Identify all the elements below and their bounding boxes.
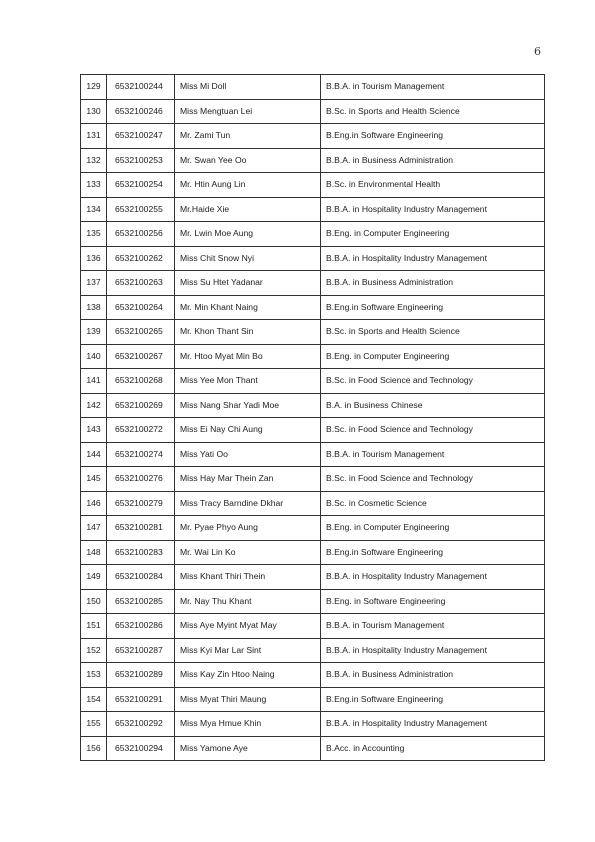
program-cell: B.B.A. in Business Administration: [321, 663, 545, 688]
student-name-cell: Miss Mya Hmue Khin: [175, 712, 321, 737]
row-number-cell: 155: [81, 712, 107, 737]
student-name-cell: Miss Hay Mar Thein Zan: [175, 467, 321, 492]
row-number-cell: 138: [81, 295, 107, 320]
table-row: [81, 491, 545, 516]
program-cell: B.Eng.in Software Engineering: [321, 687, 545, 712]
student-id-cell: 6532100284: [107, 565, 175, 590]
row-number-cell: 154: [81, 687, 107, 712]
table-row: [81, 99, 545, 124]
table-row: [81, 124, 545, 149]
row-number-cell: 139: [81, 320, 107, 345]
table-row: [81, 418, 545, 443]
table-row: [81, 344, 545, 369]
student-id-cell: 6532100264: [107, 295, 175, 320]
student-name-cell: Mr. Zami Tun: [175, 124, 321, 149]
student-name-cell: Mr. Htoo Myat Min Bo: [175, 344, 321, 369]
row-number-cell: 131: [81, 124, 107, 149]
program-cell: B.Sc. in Food Science and Technology: [321, 467, 545, 492]
program-cell: B.Eng. in Computer Engineering: [321, 516, 545, 541]
student-id-cell: 6532100281: [107, 516, 175, 541]
page-number: 6: [534, 45, 541, 58]
row-number-cell: 147: [81, 516, 107, 541]
student-name-cell: Miss Chit Snow Nyi: [175, 246, 321, 271]
student-name-cell: Mr. Htin Aung Lin: [175, 173, 321, 198]
row-number-cell: 150: [81, 589, 107, 614]
row-number-cell: 134: [81, 197, 107, 222]
program-cell: B.Sc. in Sports and Health Science: [321, 99, 545, 124]
row-number-cell: 142: [81, 393, 107, 418]
student-name-cell: Mr. Khon Thant Sin: [175, 320, 321, 345]
row-number-cell: 136: [81, 246, 107, 271]
program-cell: B.B.A. in Business Administration: [321, 271, 545, 296]
student-name-cell: Mr. Pyae Phyo Aung: [175, 516, 321, 541]
student-id-cell: 6532100262: [107, 246, 175, 271]
table-row: [81, 320, 545, 345]
student-id-cell: 6532100268: [107, 369, 175, 394]
row-number-cell: 144: [81, 442, 107, 467]
row-number-cell: 130: [81, 99, 107, 124]
table-row: [81, 148, 545, 173]
table-row: [81, 75, 545, 100]
student-name-cell: Miss Mengtuan Lei: [175, 99, 321, 124]
program-cell: B.B.A. in Tourism Management: [321, 442, 545, 467]
student-id-cell: 6532100279: [107, 491, 175, 516]
table-row: [81, 565, 545, 590]
program-cell: B.B.A. in Tourism Management: [321, 614, 545, 639]
student-name-cell: Miss Ei Nay Chi Aung: [175, 418, 321, 443]
row-number-cell: 143: [81, 418, 107, 443]
table-row: [81, 614, 545, 639]
student-id-cell: 6532100287: [107, 638, 175, 663]
table-row: [81, 246, 545, 271]
student-id-cell: 6532100289: [107, 663, 175, 688]
table-row: [81, 589, 545, 614]
student-id-cell: 6532100244: [107, 75, 175, 100]
student-name-cell: Miss Kyi Mar Lar Sint: [175, 638, 321, 663]
student-name-cell: Miss Su Htet Yadanar: [175, 271, 321, 296]
student-id-cell: 6532100283: [107, 540, 175, 565]
student-table: [80, 74, 545, 761]
student-id-cell: 6532100256: [107, 222, 175, 247]
table-row: [81, 222, 545, 247]
student-id-cell: 6532100254: [107, 173, 175, 198]
program-cell: B.Sc. in Sports and Health Science: [321, 320, 545, 345]
student-id-cell: 6532100265: [107, 320, 175, 345]
student-id-cell: 6532100267: [107, 344, 175, 369]
table-row: [81, 393, 545, 418]
student-name-cell: Mr. Swan Yee Oo: [175, 148, 321, 173]
program-cell: B.Eng. in Computer Engineering: [321, 222, 545, 247]
program-cell: B.Acc. in Accounting: [321, 736, 545, 761]
student-name-cell: Mr. Lwin Moe Aung: [175, 222, 321, 247]
row-number-cell: 156: [81, 736, 107, 761]
student-name-cell: Miss Myat Thiri Maung: [175, 687, 321, 712]
table-row: [81, 540, 545, 565]
student-name-cell: Miss Mi Doll: [175, 75, 321, 100]
program-cell: B.B.A. in Business Administration: [321, 148, 545, 173]
program-cell: B.B.A. in Hospitality Industry Management: [321, 197, 545, 222]
table-row: [81, 467, 545, 492]
program-cell: B.Sc. in Food Science and Technology: [321, 418, 545, 443]
program-cell: B.B.A. in Hospitality Industry Management: [321, 638, 545, 663]
student-name-cell: Mr. Min Khant Naing: [175, 295, 321, 320]
table-row: [81, 687, 545, 712]
student-name-cell: Mr. Nay Thu Khant: [175, 589, 321, 614]
student-name-cell: Miss Nang Shar Yadi Moe: [175, 393, 321, 418]
program-cell: B.Sc. in Environmental Health: [321, 173, 545, 198]
program-cell: B.Sc. in Cosmetic Science: [321, 491, 545, 516]
row-number-cell: 146: [81, 491, 107, 516]
program-cell: B.Eng.in Software Engineering: [321, 540, 545, 565]
student-name-cell: Miss Yamone Aye: [175, 736, 321, 761]
row-number-cell: 149: [81, 565, 107, 590]
program-cell: B.Eng. in Computer Engineering: [321, 344, 545, 369]
row-number-cell: 151: [81, 614, 107, 639]
student-name-cell: Miss Tracy Barndine Dkhar: [175, 491, 321, 516]
student-id-cell: 6532100272: [107, 418, 175, 443]
row-number-cell: 135: [81, 222, 107, 247]
table-row: [81, 295, 545, 320]
student-id-cell: 6532100294: [107, 736, 175, 761]
program-cell: B.Eng.in Software Engineering: [321, 124, 545, 149]
student-id-cell: 6532100263: [107, 271, 175, 296]
row-number-cell: 132: [81, 148, 107, 173]
student-name-cell: Mr. Wai Lin Ko: [175, 540, 321, 565]
row-number-cell: 148: [81, 540, 107, 565]
program-cell: B.B.A. in Hospitality Industry Management: [321, 246, 545, 271]
student-name-cell: Mr.Haide Xie: [175, 197, 321, 222]
row-number-cell: 137: [81, 271, 107, 296]
student-id-cell: 6532100286: [107, 614, 175, 639]
row-number-cell: 141: [81, 369, 107, 394]
program-cell: B.Eng. in Software Engineering: [321, 589, 545, 614]
student-id-cell: 6532100291: [107, 687, 175, 712]
program-cell: B.Eng.in Software Engineering: [321, 295, 545, 320]
student-id-cell: 6532100292: [107, 712, 175, 737]
table-row: [81, 442, 545, 467]
table-row: [81, 712, 545, 737]
row-number-cell: 152: [81, 638, 107, 663]
program-cell: B.A. in Business Chinese: [321, 393, 545, 418]
student-id-cell: 6532100253: [107, 148, 175, 173]
program-cell: B.B.A. in Tourism Management: [321, 75, 545, 100]
student-name-cell: Miss Aye Myint Myat May: [175, 614, 321, 639]
program-cell: B.B.A. in Hospitality Industry Management: [321, 712, 545, 737]
student-id-cell: 6532100246: [107, 99, 175, 124]
table-row: [81, 369, 545, 394]
table-row: [81, 173, 545, 198]
student-id-cell: 6532100255: [107, 197, 175, 222]
table-row: [81, 736, 545, 761]
program-cell: B.Sc. in Food Science and Technology: [321, 369, 545, 394]
student-name-cell: Miss Kay Zin Htoo Naing: [175, 663, 321, 688]
table-body: [81, 75, 545, 761]
student-name-cell: Miss Khant Thiri Thein: [175, 565, 321, 590]
row-number-cell: 133: [81, 173, 107, 198]
student-id-cell: 6532100285: [107, 589, 175, 614]
student-id-cell: 6532100269: [107, 393, 175, 418]
row-number-cell: 129: [81, 75, 107, 100]
table-row: [81, 271, 545, 296]
table-row: [81, 516, 545, 541]
student-name-cell: Miss Yee Mon Thant: [175, 369, 321, 394]
student-id-cell: 6532100247: [107, 124, 175, 149]
table-row: [81, 638, 545, 663]
student-id-cell: 6532100276: [107, 467, 175, 492]
table-row: [81, 663, 545, 688]
student-id-cell: 6532100274: [107, 442, 175, 467]
row-number-cell: 145: [81, 467, 107, 492]
row-number-cell: 140: [81, 344, 107, 369]
program-cell: B.B.A. in Hospitality Industry Management: [321, 565, 545, 590]
row-number-cell: 153: [81, 663, 107, 688]
student-name-cell: Miss Yati Oo: [175, 442, 321, 467]
table-row: [81, 197, 545, 222]
